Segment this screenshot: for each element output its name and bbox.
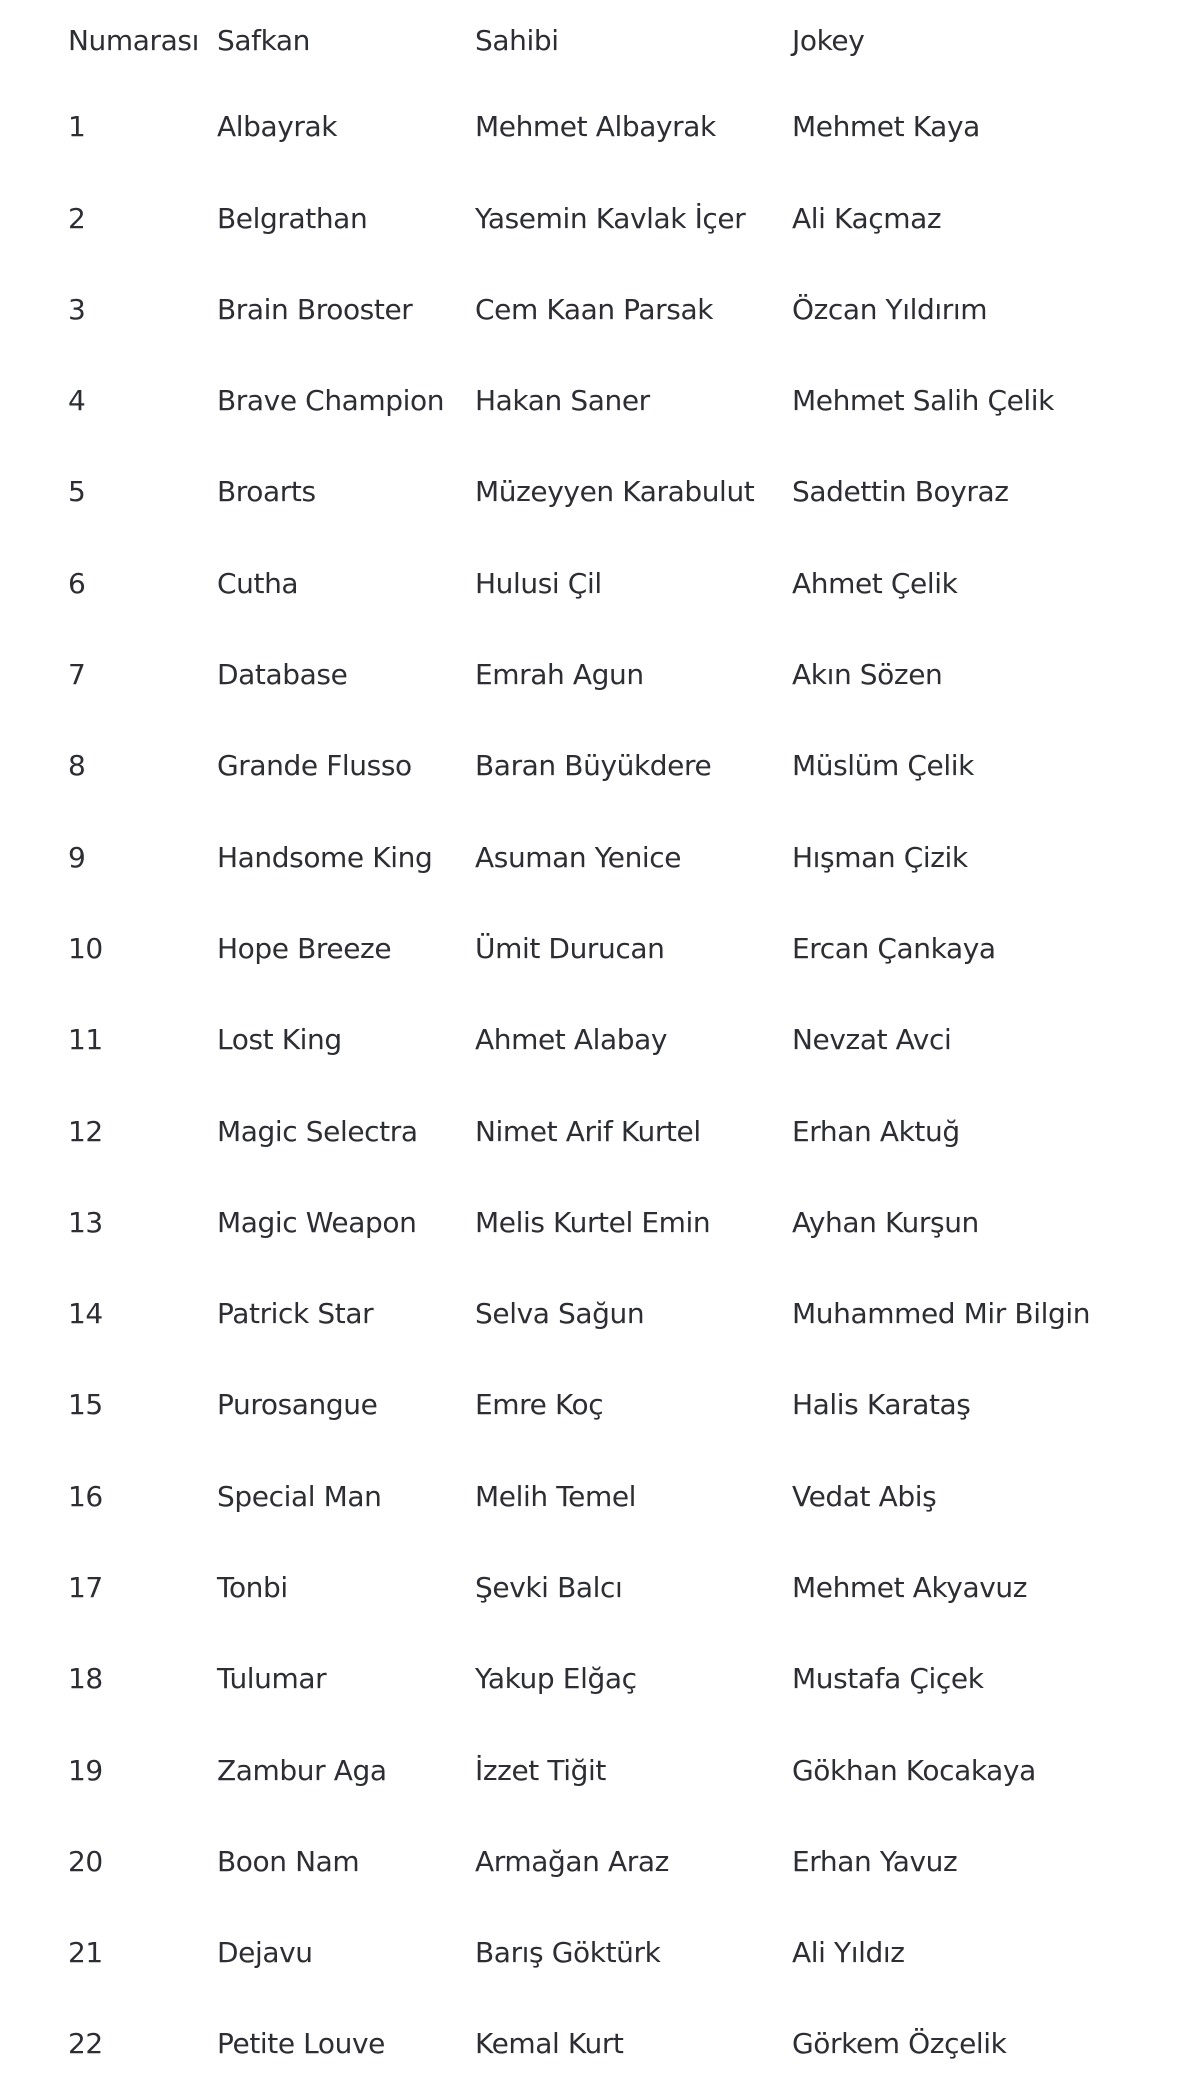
jockey-cell: Gökhan Kocakaya [792,1753,1036,1787]
jockey-cell: Akın Sözen [792,658,943,692]
table-row [68,1269,1200,1360]
row-number-cell: 20 [68,1844,103,1878]
horse-name-cell: Magic Weapon [217,1205,417,1239]
horse-name-cell: Boon Nam [217,1844,360,1878]
horse-name-cell: Belgrathan [217,201,368,235]
row-number-cell: 14 [68,1297,103,1331]
table-row [68,1451,1200,1542]
owner-cell: Selva Sağun [475,1297,645,1331]
jockey-cell: Ahmet Çelik [792,566,958,600]
owner-cell: Müzeyyen Karabulut [475,475,755,509]
row-number-cell: 13 [68,1205,103,1239]
column-header-safkan: Safkan [217,23,311,57]
jockey-cell: Nevzat Avci [792,1023,952,1057]
row-number-cell: 17 [68,1571,103,1604]
horse-name-cell: Brave Champion [217,384,445,418]
owner-cell: Hulusi Çil [475,566,602,600]
row-number-cell: 9 [68,840,86,874]
owner-cell: Emrah Agun [475,658,644,692]
table-row [68,812,1200,903]
owner-cell: Cem Kaan Parsak [475,292,714,326]
table-row [68,1999,1200,2090]
row-number-cell: 11 [68,1023,103,1057]
owner-cell: Barış Göktürk [475,1936,661,1970]
owner-cell: Armağan Araz [475,1844,669,1878]
jockey-cell: Görkem Özçelik [792,2027,1007,2061]
table-row [68,447,1200,538]
jockey-cell: Özcan Yıldırım [792,292,988,326]
table-row [68,173,1200,264]
table-row [68,1908,1200,1999]
jockey-cell: Mehmet Salih Çelik [792,384,1054,418]
jockey-cell: Hışman Çizik [792,840,968,874]
jockey-cell: Erhan Yavuz [792,1844,958,1878]
table-row [68,630,1200,721]
horse-name-cell: Brain Brooster [217,292,413,326]
horse-name-cell: Albayrak [217,110,338,144]
table-row [68,995,1200,1086]
row-number-cell: 1 [68,110,86,144]
owner-cell: Yasemin Kavlak İçer [475,201,746,235]
table-row [68,1543,1200,1634]
row-number-cell: 12 [68,1114,103,1148]
row-number-cell: 19 [68,1753,103,1787]
table-row [68,1634,1200,1725]
jockey-cell: Ayhan Kurşun [792,1205,979,1239]
jockey-cell: Mehmet Kaya [792,110,980,144]
jockey-cell: Erhan Aktuğ [792,1114,960,1148]
jockey-cell: Mehmet Akyavuz [792,1571,1028,1604]
horse-name-cell: Tulumar [217,1662,327,1696]
column-header-jokey: Jokey [792,23,865,57]
table-row [68,1725,1200,1816]
horse-name-cell: Cutha [217,566,299,600]
horse-name-cell: Magic Selectra [217,1114,418,1148]
horse-name-cell: Dejavu [217,1936,313,1970]
jockey-cell: Muhammed Mir Bilgin [792,1297,1091,1331]
owner-cell: Mehmet Albayrak [475,110,716,144]
owner-cell: Melih Temel [475,1479,637,1513]
horse-name-cell: Zambur Aga [217,1753,387,1787]
table-row [68,538,1200,629]
owner-cell: Ümit Durucan [475,931,665,965]
row-number-cell: 8 [68,749,86,783]
row-number-cell: 22 [68,2027,103,2061]
jockey-cell: Ali Kaçmaz [792,201,942,235]
jockey-cell: Halis Karataş [792,1388,971,1422]
jockey-cell: Müslüm Çelik [792,749,974,783]
jockey-cell: Mustafa Çiçek [792,1662,984,1696]
column-header-numarasi: Numarası [68,23,199,57]
row-number-cell: 6 [68,566,86,600]
owner-cell: Nimet Arif Kurtel [475,1114,701,1148]
row-number-cell: 5 [68,475,86,509]
horse-name-cell: Patrick Star [217,1297,374,1331]
owner-cell: İzzet Tiğit [475,1753,606,1787]
table-row [68,82,1200,173]
horse-name-cell: Purosangue [217,1388,378,1422]
owner-cell: Ahmet Alabay [475,1023,668,1057]
table-row [68,721,1200,812]
row-number-cell: 15 [68,1388,103,1422]
horse-name-cell: Tonbi [217,1571,288,1604]
jockey-cell: Ercan Çankaya [792,931,996,965]
row-number-cell: 7 [68,658,86,692]
owner-cell: Emre Koç [475,1388,604,1422]
owner-cell: Baran Büyükdere [475,749,712,783]
row-number-cell: 2 [68,201,86,235]
owner-cell: Şevki Balcı [475,1571,623,1604]
owner-cell: Melis Kurtel Emin [475,1205,711,1239]
column-header-sahibi: Sahibi [475,23,559,57]
row-number-cell: 4 [68,384,86,418]
horse-name-cell: Petite Louve [217,2027,385,2061]
row-number-cell: 10 [68,931,103,965]
owner-cell: Yakup Elğaç [475,1662,637,1696]
table-row [68,1817,1200,1908]
table-row [68,265,1200,356]
table-row [68,1360,1200,1451]
owner-cell: Asuman Yenice [475,840,682,874]
horse-name-cell: Handsome King [217,840,433,874]
table-row [68,904,1200,995]
table-header-row [68,0,1200,82]
owner-cell: Kemal Kurt [475,2027,624,2061]
jockey-cell: Vedat Abiş [792,1479,937,1513]
row-number-cell: 3 [68,292,86,326]
jockey-cell: Ali Yıldız [792,1936,905,1970]
horse-name-cell: Database [217,658,348,692]
row-number-cell: 18 [68,1662,103,1696]
jockey-cell: Sadettin Boyraz [792,475,1009,509]
row-number-cell: 21 [68,1936,103,1970]
table-row [68,356,1200,447]
horse-name-cell: Special Man [217,1479,382,1513]
horse-name-cell: Lost King [217,1023,342,1057]
table-row [68,1178,1200,1269]
horse-name-cell: Grande Flusso [217,749,412,783]
horse-name-cell: Broarts [217,475,316,509]
table-row [68,1086,1200,1177]
row-number-cell: 16 [68,1479,103,1513]
table-body [68,82,1200,2091]
horse-name-cell: Hope Breeze [217,931,392,965]
owner-cell: Hakan Saner [475,384,650,418]
